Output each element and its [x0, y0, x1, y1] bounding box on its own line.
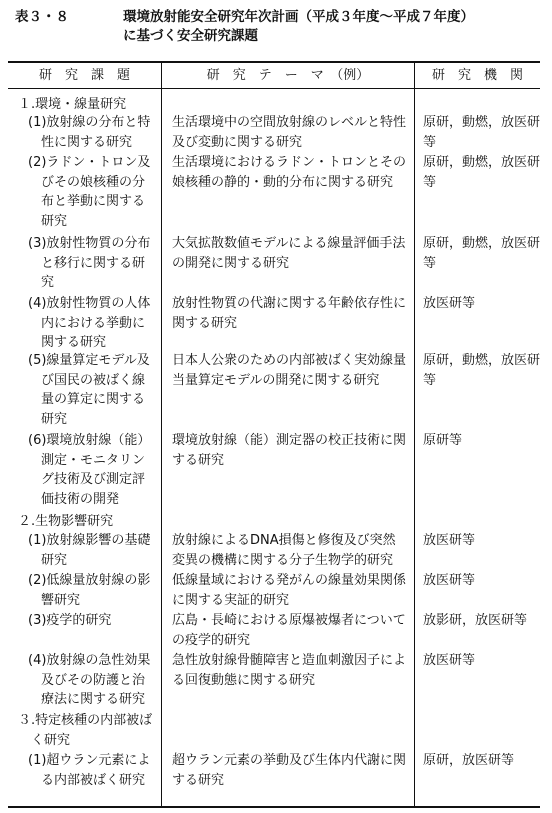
table-bottom-rule — [8, 806, 540, 808]
caption-text-1: 環境放射能安全研究年次計画（平成３年度～平成７年度） — [123, 9, 474, 25]
row-subject: (5)線量算定モデル及 び国民の被ばく線 量の算定に関する 研究 — [28, 353, 150, 427]
table-caption — [15, 8, 540, 46]
row-theme: 低線量域における発がんの線量効果関係 に関する実証的研究 — [172, 573, 407, 608]
caption-line-2: に基づく安全研究課題 — [123, 28, 258, 44]
row-organization: 放影研，放医研等 — [423, 613, 528, 628]
row-subject: (3)放射性物質の分布 と移行に関する研 究 — [28, 236, 151, 291]
row-organization: 原研，放医研等 — [423, 753, 515, 768]
caption-line-1 — [15, 8, 540, 27]
row-subject: (1)超ウラン元素によ る内部被ばく研究 — [28, 753, 151, 788]
row-theme: 生活環境中の空間放射線のレベルと特性 及び変動に関する研究 — [172, 115, 407, 150]
header-bottom-rule — [8, 88, 540, 89]
row-theme: 急性放射線骨髄障害と造血刺激因子によ る回復動態に関する研究 — [172, 653, 407, 688]
header-organization: 研 究 機 関 — [431, 68, 523, 83]
row-organization: 放医研等 — [423, 653, 476, 668]
section-title: ３.特定核種の内部被ば く研究 — [18, 713, 153, 748]
row-organization: 原研，動燃，放医研 等 — [423, 353, 541, 388]
row-organization: 原研等 — [423, 433, 463, 448]
row-theme: 広島・長崎における原爆被爆者について の疫学的研究 — [172, 613, 406, 648]
row-subject: (4)放射線の急性効果 及びその防護と治 療法に関する研究 — [28, 653, 151, 708]
row-organization: 放医研等 — [423, 573, 476, 588]
row-subject: (2)低線量放射線の影 響研究 — [28, 573, 151, 608]
row-theme: 生活環境におけるラドン・トロンとその 娘核種の静的・動的分布に関する研究 — [172, 155, 407, 190]
row-subject: (6)環境放射線（能） 測定・モニタリン グ技術及び測定評 価技術の開発 — [28, 433, 151, 507]
row-theme: 日本人公衆のための内部被ばく実効線量 当量算定モデルの開発に関する研究 — [172, 353, 407, 388]
row-organization: 原研，動燃，放医研 等 — [423, 115, 541, 150]
row-organization: 原研，動燃，放医研 等 — [423, 236, 541, 271]
row-subject: (1)放射線の分布と特 性に関する研究 — [28, 115, 151, 150]
column-divider-2 — [414, 63, 415, 806]
row-theme: 放射性物質の代謝に関する年齢依存性に 関する研究 — [172, 296, 407, 331]
row-subject: (3)疫学的研究 — [28, 613, 112, 628]
column-divider-1 — [161, 63, 162, 806]
row-organization: 原研，動燃，放医研 等 — [423, 155, 541, 190]
header-subject: 研 究 課 題 — [38, 68, 130, 83]
row-organization: 放医研等 — [423, 296, 476, 311]
section-title: ２.生物影響研究 — [18, 514, 114, 529]
row-theme: 放射線によるDNA損傷と修復及び突然 変異の機構に関する分子生物学的研究 — [172, 533, 396, 568]
section-title: １.環境・線量研究 — [18, 97, 127, 112]
row-theme: 環境放射線（能）測定器の校正技術に関 する研究 — [172, 433, 407, 468]
table-top-rule — [8, 61, 540, 63]
row-theme: 大気拡散数値モデルによる線量評価手法 の開発に関する研究 — [172, 236, 406, 271]
row-subject: (4)放射性物質の人体 内における挙動に 関する研究 — [28, 296, 151, 351]
row-organization: 放医研等 — [423, 533, 476, 548]
row-subject: (1)放射線影響の基礎 研究 — [28, 533, 151, 568]
row-subject: (2)ラドン・トロン及 びその娘核種の分 布と挙動に関する 研究 — [28, 155, 151, 229]
row-theme: 超ウラン元素の挙動及び生体内代謝に関 する研究 — [172, 753, 407, 788]
table-number: 表３・８ — [15, 9, 69, 25]
header-theme: 研 究 テ ー マ （例） — [206, 68, 370, 83]
